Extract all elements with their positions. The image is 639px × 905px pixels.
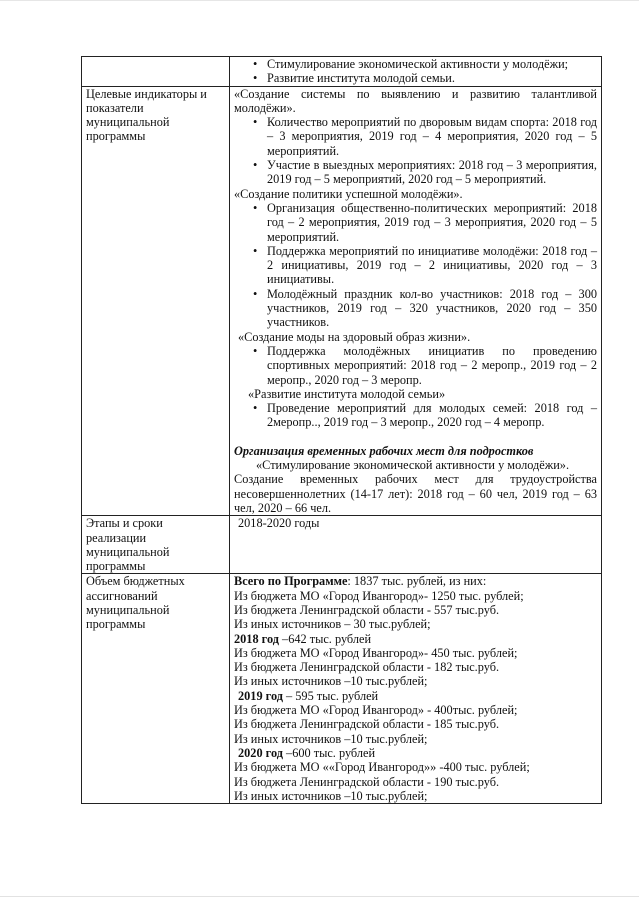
budget-line: Из бюджета МО «Город Ивангород»- 450 тыс. рублей; — [234, 645, 518, 660]
scan-edge-top — [0, 0, 639, 1]
budget-line: Из бюджета Ленинградской области - 557 тыс.руб. — [234, 602, 500, 617]
list-item: • Стимулирование экономической активности у молодёжи; — [267, 57, 597, 71]
budget-total-text: : 1837 тыс. рублей, из них: — [347, 574, 487, 589]
spacer — [234, 430, 597, 444]
list-item: • Участие в выездных мероприятиях: 2018 год – 3 мероприятия, 2019 год – 5 мероприятий, 2020 год – 5 мероприятий. — [267, 158, 597, 187]
list-item: • Поддержка молодёжных инициатив по проведению спортивных мероприятий: 2018 год – 2 меропр., 2019 год – 2 меропр., 2020 год – 3 меропр. — [267, 344, 597, 387]
year-total: –600 тыс. рублей — [282, 745, 376, 760]
tasks-list — [234, 57, 597, 86]
year-label: 2020 год — [238, 745, 283, 760]
budget-value — [230, 574, 602, 804]
org-subtitle: «Стимулирование экономической активности у молодёжи». — [256, 458, 570, 473]
stages-years: 2018-2020 годы — [238, 516, 320, 531]
row-stages — [82, 516, 602, 574]
list-item: • Развитие института молодой семьи. — [267, 71, 597, 85]
indicators-value — [230, 86, 602, 516]
budget-line: Из бюджета МО ««Город Ивангород»» -400 тыс. рублей; — [234, 760, 530, 775]
section-title: «Развитие института молодой семьи» — [248, 386, 446, 401]
row-tasks — [82, 57, 602, 87]
budget-line: Из бюджета Ленинградской области - 190 тыс.руб. — [234, 774, 500, 789]
year-total: –642 тыс. рублей — [278, 631, 372, 646]
indicators-label: Целевые индикаторы и показатели муниципальной программы — [82, 86, 230, 516]
section-list — [234, 344, 597, 387]
list-item: • Молодёжный праздник кол-во участников: 2018 год – 300 участников, 2019 год – 320 участников, 2020 год – 350 участников. — [267, 287, 597, 330]
budget-line: Из иных источников – 30 тыс.рублей; — [234, 617, 431, 632]
row-tasks-value — [230, 57, 602, 87]
budget-total-label: Всего по Программе — [234, 574, 348, 589]
program-passport-table — [81, 56, 602, 804]
budget-year-2020 — [234, 746, 597, 760]
list-item: • Проведение мероприятий для молодых семей: 2018 год – 2меропр.., 2019 год – 3 меропр., 2020 год – 4 меропр. — [267, 401, 597, 430]
org-title: Организация временных рабочих мест для подростков — [234, 443, 534, 458]
stages-label: Этапы и сроки реализации муниципальной программы — [82, 516, 230, 574]
budget-year-2018 — [234, 632, 597, 646]
year-total: – 595 тыс. рублей — [282, 688, 379, 703]
budget-line: Из бюджета МО «Город Ивангород»- 1250 тыс. рублей; — [234, 588, 524, 603]
org-text: Создание временных рабочих мест для трудоустройства несовершеннолетних (14-17 лет): 2018 год – 60 чел, 2019 год – 63 чел, 2020 – 66 чел. — [234, 472, 597, 515]
section-list — [234, 115, 597, 186]
row-indicators — [82, 86, 602, 516]
budget-total — [234, 574, 597, 588]
scan-edge-bottom — [0, 896, 639, 897]
year-label: 2018 год — [234, 631, 279, 646]
list-item: • Организация общественно-политических мероприятий: 2018 год – 2 мероприятия, 2019 год – 3 мероприятия, 2020 год – 5 мероприятий. — [267, 201, 597, 244]
list-item: • Количество мероприятий по дворовым видам спорта: 2018 год – 3 мероприятия, 2019 год – 4 мероприятия, 2020 год – 5 мероприятий. — [267, 115, 597, 158]
budget-line: Из иных источников –10 тыс.рублей; — [234, 674, 428, 689]
stages-value — [230, 516, 602, 574]
section-title: «Создание политики успешной молодёжи». — [234, 186, 463, 201]
section-list — [234, 401, 597, 430]
budget-line: Из иных источников –10 тыс.рублей; — [234, 731, 428, 746]
row-tasks-label — [82, 57, 230, 87]
budget-year-2019 — [234, 689, 597, 703]
section-title: «Создание системы по выявлению и развитию талантливой молодёжи». — [234, 86, 597, 115]
section-title: «Создание моды на здоровый образ жизни». — [238, 329, 471, 344]
year-label: 2019 год — [238, 688, 283, 703]
row-budget — [82, 574, 602, 804]
budget-line: Из бюджета Ленинградской области - 185 тыс.руб. — [234, 717, 500, 732]
budget-label: Объем бюджетных ассигнований муниципальной программы — [82, 574, 230, 804]
budget-line: Из иных источников –10 тыс.рублей; — [234, 788, 428, 803]
budget-line: Из бюджета Ленинградской области - 182 тыс.руб. — [234, 660, 500, 675]
budget-line: Из бюджета МО «Город Ивангород» - 400тыс. рублей; — [234, 703, 518, 718]
list-item: • Поддержка мероприятий по инициативе молодёжи: 2018 год – 2 инициативы, 2019 год – 2 инициативы, 2020 год – 3 инициативы. — [267, 244, 597, 287]
section-list — [234, 201, 597, 330]
